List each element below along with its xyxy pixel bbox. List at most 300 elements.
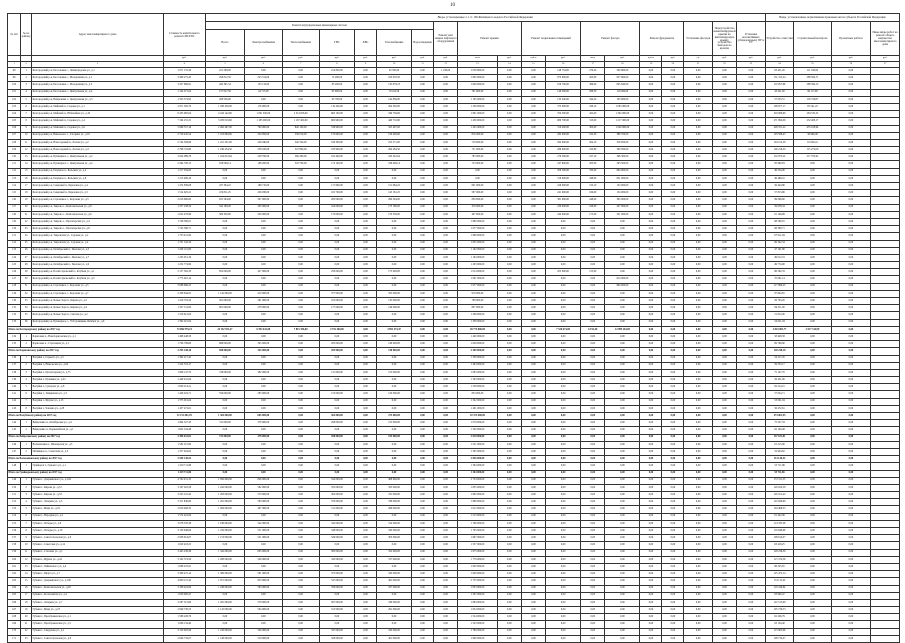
table-cell: 6 592 641,00 [245,326,282,333]
table-cell: 0,00 [521,233,545,240]
table-cell: 561 000,00 [205,298,245,305]
table-cell: 1 103 860,60 [205,132,245,139]
table-cell: 0,00 [662,355,684,362]
table-cell: 0,00 [521,204,545,211]
table-cell: 0,00 [434,599,458,606]
table-cell: 0,00 [831,125,871,132]
table-cell: 781 600,00 [458,89,498,96]
table-cell: 0,00 [712,154,736,161]
table-cell: 0,00 [355,319,377,326]
table-cell: 519 000,00 [245,635,282,642]
table-cell: 0,00 [282,520,319,527]
table-cell: 0,00 [355,218,377,225]
table-cell: 0,00 [205,218,245,225]
table-cell: 0,00 [497,456,521,463]
table-cell: 0,00 [434,607,458,614]
table-cell: 1 216 000,00 [205,628,245,635]
table-cell: 0,00 [205,262,245,269]
table-cell: 0,00 [831,348,871,355]
table-cell: 30 [21,276,32,283]
table-cell: 365 000,00 [605,197,640,204]
table-cell: 0,00 [434,175,458,182]
table-cell: 833 000,00 [458,391,498,398]
table-cell: 174 100,00 [319,161,354,168]
table-cell: 0,00 [640,247,662,254]
table-cell: 0,00 [662,262,684,269]
table-cell: 1 871 000,00 [205,578,245,585]
table-cell: 0,00 [412,377,434,384]
table-cell: 562 000,00 [245,484,282,491]
table-cell: 0,00 [245,621,282,628]
table-cell: 0,00 [434,290,458,297]
table-cell: 0,00 [737,312,766,319]
table-cell: 0,00 [737,341,766,348]
table-cell: 38 773 800,00 [458,326,498,333]
table-cell: 0,00 [355,111,377,118]
table-cell: 0,00 [662,341,684,348]
table-cell: 0,00 [737,118,766,125]
table-cell: 0,00 [497,635,521,642]
table-row [8,448,900,455]
table-cell: 0,00 [662,305,684,312]
table-cell: 0,00 [521,556,545,563]
table-cell: 0,00 [319,621,354,628]
table-cell [871,528,900,535]
table-cell [871,326,900,333]
table-cell: 4 762 911,35 [163,477,205,484]
table-cell: 0,00 [712,190,736,197]
table-cell: 0,00 [434,384,458,391]
table-cell: 0,00 [737,125,766,132]
table-cell: Белгородский р-н, Октябрьский п., Чкалова ул., д.5 [32,247,164,254]
table-cell: 177 000,00 [319,305,354,312]
table-row [8,535,900,542]
table-cell: 1 498 448,58 [163,333,205,340]
table-cell: 704 500,00 [546,111,581,118]
table-cell: 0,00 [712,413,736,420]
table-cell: 0,00 [737,585,766,592]
table-cell: 0,00 [712,341,736,348]
table-cell: 0,00 [355,477,377,484]
table-cell: 0,00 [640,384,662,391]
table-cell: 0,00 [712,233,736,240]
table-cell: 0,00 [640,448,662,455]
table-cell: 1 364 000,00 [458,470,498,477]
table-cell: 2 871 395,70 [163,103,205,110]
table-cell: 0,00 [640,463,662,470]
table-row [8,89,900,96]
table-cell: 2 734 000,00 [458,477,498,484]
table-cell: 1 217 034,00 [163,168,205,175]
table-cell: 0,00 [434,305,458,312]
table-cell [871,448,900,455]
table-cell: 0,00 [684,384,713,391]
table-row [8,384,900,391]
table-cell: 497 000,00 [245,506,282,513]
table-cell: 0,00 [684,369,713,376]
table-cell: Белгородский р-н, Таврово с., Комсомольская ул., д.8 [32,204,164,211]
table-cell: 0,00 [282,448,319,455]
table-cell: 0,00 [546,535,581,542]
table-cell: 0,00 [205,312,245,319]
table-cell: 0,00 [605,298,640,305]
table-cell: 0,00 [712,377,736,384]
table-cell: 1 620 000,00 [458,563,498,570]
table-cell [871,621,900,628]
table-cell: 279 300,00 [546,154,581,161]
table-cell: 111 [8,161,21,168]
table-cell: 0,00 [640,161,662,168]
table-cell: 26 [831,62,871,68]
table-cell: 0,00 [355,269,377,276]
table-cell: 0,00 [245,247,282,254]
table-cell [871,362,900,369]
table-cell [871,89,900,96]
table-cell: 0,00 [662,427,684,434]
table-cell: 0,00 [737,492,766,499]
table-cell: Губкин г., Лазарева ул., д.3 [32,499,164,506]
table-cell: 807 000,00 [458,305,498,312]
table-cell: 1 574 422,06 [163,513,205,520]
table-cell: 0,00 [640,254,662,261]
table-cell: 0,00 [662,563,684,570]
table-cell: 0,00 [521,290,545,297]
table-cell: 0,00 [605,535,640,542]
table-cell: 2 843 003,77 [765,326,794,333]
table-cell: 1 690 000,00 [458,635,498,642]
table-cell: 0,00 [581,405,605,412]
table-cell: 0,00 [319,175,354,182]
table-cell: 65 700,00 [319,96,354,103]
table-cell: 0,00 [640,477,662,484]
table-cell [871,463,900,470]
table-cell: 0,00 [497,398,521,405]
table-cell: 103 900,00 [605,96,640,103]
table-cell: 0,00 [662,226,684,233]
table-cell: 0,00 [319,592,354,599]
table-cell: 0,00 [581,319,605,326]
table-cell: 0,00 [684,427,713,434]
table-cell: 0,00 [497,621,521,628]
table-cell: 16 [21,585,32,592]
table-cell: 0,00 [831,528,871,535]
table-cell: 0,00 [546,628,581,635]
header-address: Адрес многоквартирного дома [32,14,164,56]
table-cell: 0,00 [737,441,766,448]
table-cell: 0,00 [205,240,245,247]
table-cell: 0,00 [831,75,871,82]
table-cell: 0,00 [684,434,713,441]
table-cell: 0,00 [712,362,736,369]
table-cell: 0,00 [497,254,521,261]
table-row [8,499,900,506]
table-row [8,269,900,276]
table-cell: 569 330,00 [205,211,245,218]
table-cell: 0,00 [355,607,377,614]
table-cell: 0,00 [319,448,354,455]
table-cell: 0,00 [412,204,434,211]
table-cell: 0,00 [662,118,684,125]
table-cell: 0,00 [794,499,831,506]
table-cell: 0,00 [434,448,458,455]
table-cell: 0,00 [434,520,458,527]
table-cell: 149 [8,477,21,484]
table-cell: 108 [8,139,21,146]
table-cell: 86 562,33 [765,269,794,276]
table-cell: 63 900,47 [765,592,794,599]
table-row [8,319,900,326]
table-cell: 0,00 [546,283,581,290]
table-row [8,369,900,376]
table-cell: 587 000,00 [458,190,498,197]
table-cell: 0,00 [546,599,581,606]
table-cell [871,499,900,506]
table-cell: 12 899 204,00 [605,326,640,333]
table-cell: 0,00 [737,75,766,82]
table-cell: 0,00 [831,333,871,340]
table-cell: 0,00 [521,118,545,125]
table-cell: 0,00 [412,484,434,491]
table-cell: 110 973,22 [765,154,794,161]
table-cell: 0,00 [355,377,377,384]
table-cell: 114 [8,183,21,190]
table-cell: 0,00 [831,362,871,369]
table-cell: 131 315,24 [765,75,794,82]
table-cell: 0,00 [546,377,581,384]
table-cell: 62 226,79 [765,614,794,621]
table-cell: 0,00 [282,82,319,89]
table-cell: 1 304 000,00 [205,413,245,420]
table-cell: 0,00 [319,262,354,269]
table-cell: 0,00 [605,233,640,240]
table-cell: 0,00 [497,549,521,556]
table-cell: 0,00 [497,218,521,225]
table-cell: 0,00 [434,528,458,535]
table-cell: 0,00 [521,175,545,182]
table-cell: 0,00 [245,384,282,391]
table-cell: 2 [21,484,32,491]
table-cell: 0,00 [605,362,640,369]
table-cell: 0,00 [282,635,319,642]
table-cell: 0,00 [831,377,871,384]
table-cell: 1 686 225,81 [163,563,205,570]
table-cell: 0,00 [794,398,831,405]
table-cell: 271 892,06 [765,118,794,125]
table-cell: 0,00 [684,492,713,499]
table-cell: 9 [21,125,32,132]
table-row [8,362,900,369]
table-cell: 362 000,00 [319,492,354,499]
table-cell: 0,00 [831,254,871,261]
table-cell: 0,00 [737,456,766,463]
table-cell: 47 101,80 [765,247,794,254]
table-cell: 0,00 [546,305,581,312]
table-cell [871,226,900,233]
table-row [8,506,900,513]
table-cell: 1 108,00 [434,68,458,75]
table-cell: 0,00 [355,398,377,405]
table-cell: 131 [8,305,21,312]
table-cell: 0,00 [497,607,521,614]
table-cell: 0,00 [521,542,545,549]
table-cell: 0,00 [282,341,319,348]
table-cell: 0,00 [412,125,434,132]
table-cell: 0,00 [497,240,521,247]
table-cell: 0,00 [794,211,831,218]
table-cell: 0,00 [412,312,434,319]
table-cell: 0,00 [794,168,831,175]
table-cell: 0,00 [662,441,684,448]
table-cell: 0,00 [434,513,458,520]
table-cell: 0,00 [546,441,581,448]
table-cell: 0,00 [662,276,684,283]
table-cell: 1 513 000,00 [458,513,498,520]
table-cell: 241 000,00 [546,190,581,197]
table-row [8,492,900,499]
table-cell: 0,00 [662,484,684,491]
table-cell: 0,00 [831,391,871,398]
table-cell [871,549,900,556]
table-cell: 0,00 [737,103,766,110]
table-cell: 2 [21,75,32,82]
table-row [8,305,900,312]
table-cell: руб. [765,56,794,62]
table-cell: 145 181,25 [376,190,411,197]
table-cell: руб. [497,56,521,62]
table-cell: 0,00 [831,434,871,441]
table-cell: 0,00 [831,477,871,484]
table-cell: 0,00 [684,621,713,628]
table-cell: Белгородский р-н, Тавровская ул., Садовая ул., д.2 [32,233,164,240]
table-cell: 0,00 [605,226,640,233]
table-cell: 0,00 [319,463,354,470]
table-cell: 325 000,00 [376,484,411,491]
table-cell: 0,00 [546,391,581,398]
table-cell: 0,00 [282,398,319,405]
table-cell: 1 342 000,00 [205,549,245,556]
table-cell: 0,00 [640,456,662,463]
table-cell: 377 000,00 [319,290,354,297]
table-cell: 142 836,00 [376,96,411,103]
table-cell: 0,00 [831,305,871,312]
table-cell: 0,00 [319,405,354,412]
table-cell: 0,00 [737,621,766,628]
table-cell: 0,00 [282,434,319,441]
table-cell [871,427,900,434]
table-cell: 0,00 [737,298,766,305]
table-cell: 0,00 [737,139,766,146]
table-cell: 751 000,00 [458,147,498,154]
table-cell: 130 [8,298,21,305]
table-cell: 0,00 [546,499,581,506]
table-cell: 0,00 [737,556,766,563]
table-cell: 0,00 [546,607,581,614]
table-cell: 0,00 [497,484,521,491]
table-cell: 0,00 [640,607,662,614]
table-cell: 0,00 [521,477,545,484]
header-other: Иные виды работ на ремонт общего имущества многоквартирного дома [871,22,900,56]
table-cell: 348,00 [581,175,605,182]
table-cell: 6 [245,62,282,68]
table-cell: 12 151 061,95 [163,413,205,420]
table-cell: 768 000,00 [458,298,498,305]
header-hot-water: ГВС [319,30,354,56]
table-cell: 0,00 [712,513,736,520]
table-cell: 0,00 [605,441,640,448]
table-cell: 0,00 [434,484,458,491]
table-cell: руб. [205,56,245,62]
table-cell: 205,00 [581,161,605,168]
table-cell: 0,00 [546,448,581,455]
table-cell: 107 [8,132,21,139]
table-cell: 0,00 [712,276,736,283]
table-cell: 0,00 [434,592,458,599]
table-cell: 120 000,00 [376,391,411,398]
table-cell: 8 433 965,04 [163,111,205,118]
table-cell: 0,00 [684,118,713,125]
table-body [8,56,900,643]
table-cell: 126 [8,269,21,276]
table-cell: 0,00 [412,348,434,355]
table-cell: 44 713,00 [245,89,282,96]
table-cell: 0,00 [434,470,458,477]
table-cell: 0,00 [684,441,713,448]
table-cell: 0,00 [831,369,871,376]
table-cell: 0,00 [319,276,354,283]
table-cell: 119 240,00 [319,103,354,110]
table-cell: 0,00 [434,283,458,290]
table-cell: 0,00 [831,556,871,563]
table-cell: 0,00 [662,183,684,190]
table-cell: 0,00 [831,247,871,254]
table-cell: 0,00 [662,413,684,420]
table-cell: 160 [8,556,21,563]
table-cell: 0,00 [282,89,319,96]
table-cell: 2 618 000,00 [458,434,498,441]
table-cell: 226 930,00 [245,190,282,197]
table-cell: 0,00 [662,348,684,355]
table-cell: 0,00 [376,384,411,391]
table-cell: 1 419 703,20 [163,298,205,305]
table-cell: 510 400,00 [546,125,581,132]
table-cell: 313,00 [581,118,605,125]
table-cell: 0,00 [662,319,684,326]
table-row [8,333,900,340]
table-cell: 166,00 [581,190,605,197]
table-cell: 170 000,00 [319,211,354,218]
table-cell: Валуйки г., Суворова ул., д.8 [32,384,164,391]
table-cell: 23 [21,226,32,233]
table-cell: 0,00 [434,506,458,513]
table-cell: 2 849 730,53 [163,607,205,614]
table-cell: 839 000,00 [458,197,498,204]
table-cell: 0,00 [245,355,282,362]
table-cell: 0,00 [794,262,831,269]
table-cell: 169 [8,621,21,628]
table-cell: 0,00 [355,621,377,628]
table-cell: 18 414,56 [376,89,411,96]
table-cell [871,434,900,441]
table-cell: 0,00 [412,441,434,448]
table-cell: руб. [434,56,458,62]
table-cell: 0,00 [831,147,871,154]
table-cell: 0,00 [497,175,521,182]
table-cell: 1 322 000,00 [458,398,498,405]
table-cell: 251 000,00 [605,211,640,218]
table-cell: 355 000,00 [376,290,411,297]
table-cell: 0,00 [581,528,605,535]
table-cell: 301 000,00 [376,635,411,642]
